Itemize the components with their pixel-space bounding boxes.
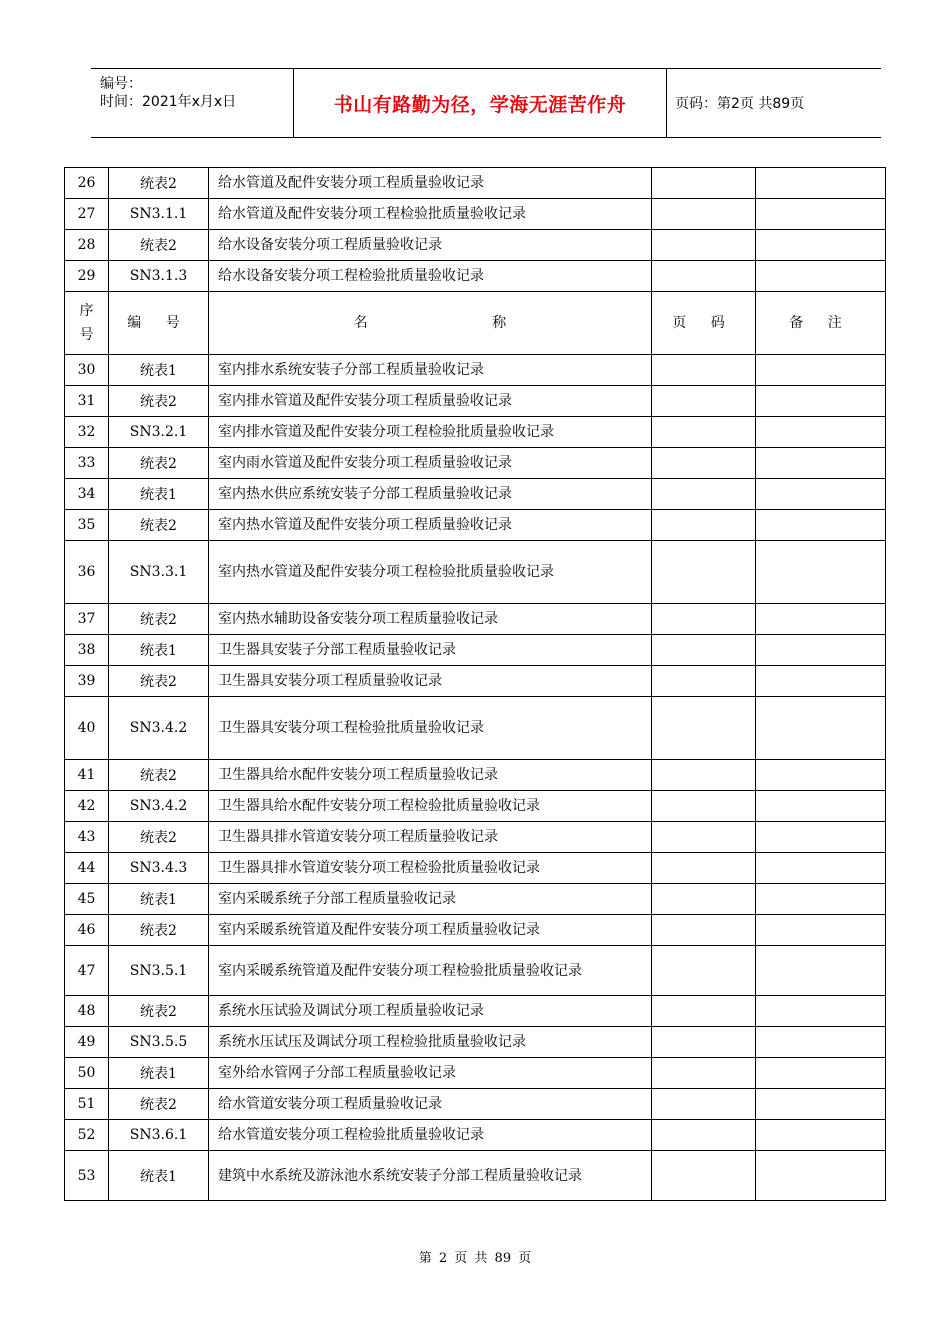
cell-page: [652, 448, 756, 479]
cell-page: [652, 1027, 756, 1058]
cell-remark: [756, 1058, 886, 1089]
cell-seq: 27: [65, 199, 109, 230]
cell-name: 建筑中水系统及游泳池水系统安装子分部工程质量验收记录: [209, 1151, 652, 1201]
cell-name: 系统水压试验及调试分项工程质量验收记录: [209, 996, 652, 1027]
table-row: [65, 760, 886, 791]
table-row: [65, 479, 886, 510]
cell-code: 统表2: [109, 822, 209, 853]
cell-seq: 39: [65, 666, 109, 697]
cell-seq: 53: [65, 1151, 109, 1201]
header-seq: 序号: [65, 292, 109, 355]
cell-page: [652, 791, 756, 822]
cell-seq: 52: [65, 1120, 109, 1151]
cell-remark: [756, 417, 886, 448]
table-row: [65, 946, 886, 996]
cell-page: [652, 760, 756, 791]
cell-remark: [756, 510, 886, 541]
cell-code: 统表2: [109, 1089, 209, 1120]
cell-page: [652, 996, 756, 1027]
page-header: [91, 68, 881, 138]
cell-name: 室内热水管道及配件安装分项工程检验批质量验收记录: [209, 541, 652, 604]
cell-seq: 47: [65, 946, 109, 996]
cell-remark: [756, 996, 886, 1027]
cell-remark: [756, 168, 886, 199]
cell-remark: [756, 791, 886, 822]
header-name: 名 称: [209, 292, 652, 355]
header-meta: [91, 69, 293, 137]
doc-number-label: 编号：: [100, 76, 142, 92]
table-row: [65, 355, 886, 386]
cell-name: 室内采暖系统管道及配件安装分项工程质量验收记录: [209, 915, 652, 946]
cell-remark: [756, 822, 886, 853]
header-page-cell: [666, 69, 881, 137]
cell-page: [652, 604, 756, 635]
cell-page: [652, 635, 756, 666]
table-row: [65, 635, 886, 666]
cell-seq: 42: [65, 791, 109, 822]
cell-name: 卫生器具给水配件安装分项工程质量验收记录: [209, 760, 652, 791]
cell-page: [652, 417, 756, 448]
table-row: [65, 853, 886, 884]
cell-page: [652, 541, 756, 604]
cell-page: [652, 479, 756, 510]
cell-page: [652, 510, 756, 541]
cell-code: 统表2: [109, 760, 209, 791]
cell-code: 统表2: [109, 604, 209, 635]
cell-name: 给水管道及配件安装分项工程检验批质量验收记录: [209, 199, 652, 230]
table-row: [65, 1058, 886, 1089]
cell-seq: 26: [65, 168, 109, 199]
cell-remark: [756, 666, 886, 697]
table-row: [65, 996, 886, 1027]
cell-seq: 44: [65, 853, 109, 884]
cell-remark: [756, 915, 886, 946]
table-row: [65, 1151, 886, 1201]
cell-seq: 46: [65, 915, 109, 946]
cell-code: 统表1: [109, 884, 209, 915]
cell-remark: [756, 386, 886, 417]
table-body-top: [65, 168, 886, 292]
header-remark: 备 注: [756, 292, 886, 355]
cell-code: 统表1: [109, 635, 209, 666]
table-row: [65, 417, 886, 448]
cell-code: 统表2: [109, 168, 209, 199]
table-row: [65, 1089, 886, 1120]
cell-code: SN3.1.1: [109, 199, 209, 230]
cell-page: [652, 386, 756, 417]
cell-seq: 36: [65, 541, 109, 604]
header-page: 页 码: [652, 292, 756, 355]
table-row: [65, 884, 886, 915]
cell-remark: [756, 697, 886, 760]
page-info: 页码：第2页 共89页: [675, 96, 805, 112]
cell-code: SN3.5.1: [109, 946, 209, 996]
cell-remark: [756, 635, 886, 666]
table-row: [65, 791, 886, 822]
cell-remark: [756, 1027, 886, 1058]
cell-code: 统表2: [109, 996, 209, 1027]
cell-code: SN3.1.3: [109, 261, 209, 292]
cell-page: [652, 915, 756, 946]
cell-code: SN3.4.2: [109, 697, 209, 760]
cell-remark: [756, 853, 886, 884]
table-row: [65, 448, 886, 479]
cell-name: 室内热水供应系统安装子分部工程质量验收记录: [209, 479, 652, 510]
cell-seq: 38: [65, 635, 109, 666]
cell-code: SN3.5.5: [109, 1027, 209, 1058]
cell-code: 统表2: [109, 915, 209, 946]
table-row: [65, 199, 886, 230]
cell-name: 卫生器具安装分项工程质量验收记录: [209, 666, 652, 697]
cell-remark: [756, 199, 886, 230]
cell-seq: 43: [65, 822, 109, 853]
cell-page: [652, 697, 756, 760]
cell-name: 室外给水管网子分部工程质量验收记录: [209, 1058, 652, 1089]
cell-seq: 31: [65, 386, 109, 417]
cell-name: 卫生器具排水管道安装分项工程质量验收记录: [209, 822, 652, 853]
cell-seq: 40: [65, 697, 109, 760]
cell-seq: 34: [65, 479, 109, 510]
cell-name: 给水管道及配件安装分项工程质量验收记录: [209, 168, 652, 199]
cell-seq: 45: [65, 884, 109, 915]
cell-name: 室内排水管道及配件安装分项工程检验批质量验收记录: [209, 417, 652, 448]
record-index-table: [64, 167, 886, 1201]
table-header-row: [65, 292, 886, 355]
cell-page: [652, 666, 756, 697]
cell-name: 给水设备安装分项工程检验批质量验收记录: [209, 261, 652, 292]
table-row: [65, 510, 886, 541]
cell-seq: 48: [65, 996, 109, 1027]
table-row: [65, 541, 886, 604]
cell-remark: [756, 1151, 886, 1201]
table-header-group: [65, 292, 886, 355]
motto-text: 书山有路勤为径，学海无涯苦作舟: [333, 93, 627, 116]
cell-name: 给水管道安装分项工程检验批质量验收记录: [209, 1120, 652, 1151]
cell-code: 统表1: [109, 479, 209, 510]
cell-page: [652, 230, 756, 261]
cell-page: [652, 946, 756, 996]
cell-page: [652, 853, 756, 884]
cell-code: 统表1: [109, 1058, 209, 1089]
cell-seq: 49: [65, 1027, 109, 1058]
cell-name: 卫生器具给水配件安装分项工程检验批质量验收记录: [209, 791, 652, 822]
cell-remark: [756, 946, 886, 996]
table-row: [65, 666, 886, 697]
cell-remark: [756, 448, 886, 479]
cell-page: [652, 822, 756, 853]
cell-seq: 33: [65, 448, 109, 479]
cell-name: 室内热水辅助设备安装分项工程质量验收记录: [209, 604, 652, 635]
table-row: [65, 261, 886, 292]
cell-page: [652, 261, 756, 292]
cell-page: [652, 1151, 756, 1201]
cell-name: 卫生器具安装子分部工程质量验收记录: [209, 635, 652, 666]
table-row: [65, 697, 886, 760]
cell-seq: 50: [65, 1058, 109, 1089]
cell-code: 统表2: [109, 230, 209, 261]
cell-name: 室内采暖系统子分部工程质量验收记录: [209, 884, 652, 915]
cell-code: SN3.4.2: [109, 791, 209, 822]
cell-page: [652, 168, 756, 199]
table-row: [65, 1027, 886, 1058]
cell-code: SN3.2.1: [109, 417, 209, 448]
cell-name: 给水管道安装分项工程质量验收记录: [209, 1089, 652, 1120]
cell-code: 统表1: [109, 1151, 209, 1201]
table-row: [65, 915, 886, 946]
cell-seq: 32: [65, 417, 109, 448]
cell-remark: [756, 479, 886, 510]
cell-code: SN3.6.1: [109, 1120, 209, 1151]
cell-code: 统表2: [109, 386, 209, 417]
cell-page: [652, 199, 756, 230]
cell-code: 统表2: [109, 448, 209, 479]
cell-remark: [756, 230, 886, 261]
header-code: 编 号: [109, 292, 209, 355]
cell-name: 室内雨水管道及配件安装分项工程质量验收记录: [209, 448, 652, 479]
cell-name: 室内排水系统安装子分部工程质量验收记录: [209, 355, 652, 386]
cell-name: 室内采暖系统管道及配件安装分项工程检验批质量验收记录: [209, 946, 652, 996]
cell-code: SN3.3.1: [109, 541, 209, 604]
cell-remark: [756, 760, 886, 791]
cell-name: 系统水压试压及调试分项工程检验批质量验收记录: [209, 1027, 652, 1058]
cell-name: 室内排水管道及配件安装分项工程质量验收记录: [209, 386, 652, 417]
cell-name: 室内热水管道及配件安装分项工程质量验收记录: [209, 510, 652, 541]
cell-page: [652, 355, 756, 386]
cell-seq: 37: [65, 604, 109, 635]
table-row: [65, 822, 886, 853]
page-footer: 第 2 页 共 89 页: [418, 1251, 532, 1266]
cell-seq: 28: [65, 230, 109, 261]
cell-seq: 30: [65, 355, 109, 386]
table-body-main: [65, 355, 886, 1201]
cell-page: [652, 1058, 756, 1089]
cell-page: [652, 1089, 756, 1120]
cell-page: [652, 1120, 756, 1151]
cell-code: 统表2: [109, 510, 209, 541]
cell-code: SN3.4.3: [109, 853, 209, 884]
cell-code: 统表1: [109, 355, 209, 386]
cell-remark: [756, 604, 886, 635]
cell-seq: 29: [65, 261, 109, 292]
cell-seq: 41: [65, 760, 109, 791]
cell-seq: 51: [65, 1089, 109, 1120]
table-row: [65, 604, 886, 635]
cell-name: 卫生器具安装分项工程检验批质量验收记录: [209, 697, 652, 760]
table-row: [65, 1120, 886, 1151]
cell-code: 统表2: [109, 666, 209, 697]
cell-remark: [756, 541, 886, 604]
table-row: [65, 230, 886, 261]
cell-remark: [756, 1089, 886, 1120]
cell-remark: [756, 355, 886, 386]
cell-name: 给水设备安装分项工程质量验收记录: [209, 230, 652, 261]
cell-page: [652, 884, 756, 915]
header-motto-cell: [293, 69, 667, 137]
table-row: [65, 386, 886, 417]
doc-time: 时间：2021年x月x日: [100, 94, 237, 110]
table-row: [65, 168, 886, 199]
cell-seq: 35: [65, 510, 109, 541]
cell-remark: [756, 261, 886, 292]
cell-name: 卫生器具排水管道安装分项工程检验批质量验收记录: [209, 853, 652, 884]
cell-remark: [756, 884, 886, 915]
cell-remark: [756, 1120, 886, 1151]
